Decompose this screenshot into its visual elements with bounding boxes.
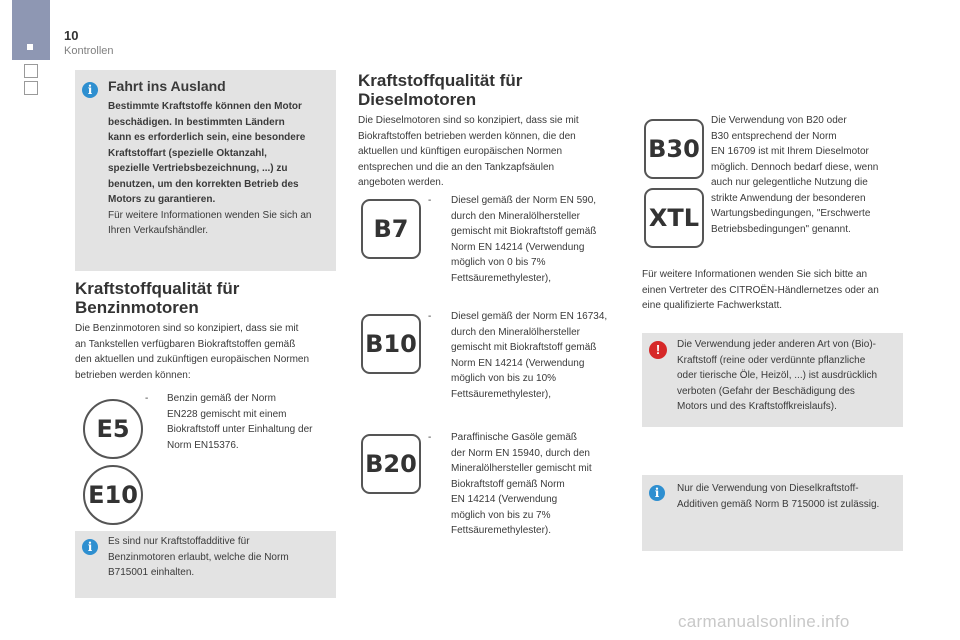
text-line: einen Vertreter des CITROËN-Händlernetzes oder an xyxy=(642,284,879,296)
diesel-note-box xyxy=(642,475,903,551)
text-line: durch den Mineralölhersteller xyxy=(451,210,580,222)
text-line: aktuellen und künftigen europäischen Normen xyxy=(358,146,563,157)
petrol-item-text xyxy=(167,391,337,453)
list-dash: - xyxy=(428,432,432,443)
text-line: an Tankstellen verfügbaren Biokraftstoffen gemäß xyxy=(75,338,296,350)
text-line: Diesel gemäß der Norm EN 16734, xyxy=(451,311,608,322)
text-line: entsprechen und die an den Tankzapfsäulen xyxy=(358,161,555,173)
warning-text xyxy=(677,337,901,415)
list-dash: - xyxy=(428,311,432,322)
text-line: möglich von bis zu 10% xyxy=(451,373,557,384)
text-line: gemischt mit Biokraftstoff gemäß xyxy=(451,226,597,237)
info-icon: i xyxy=(82,82,98,98)
text-line: möglich von 0 bis 7% xyxy=(451,257,546,268)
text-line: Fettsäuremethylester), xyxy=(451,272,552,284)
text-line: der Norm EN 15940, durch den xyxy=(451,447,590,459)
text-line: Biokraftstoffen betrieben werden können, die den xyxy=(358,130,576,142)
petrol-heading xyxy=(75,279,239,317)
badge-label: E10 xyxy=(88,481,138,509)
text-line: Betriebsbedingungen" genannt. xyxy=(711,223,851,235)
text-line: Motors zu garantieren. xyxy=(108,194,216,205)
text-line: Norm EN 14214 (Verwendung xyxy=(451,357,585,369)
nav-square-1[interactable] xyxy=(24,64,38,78)
warning-box xyxy=(642,333,903,427)
text-line: Norm EN15376. xyxy=(167,439,239,451)
special-fuel-text xyxy=(711,113,911,237)
text-line: Benzinmotoren erlaubt, welche die Norm xyxy=(108,551,289,563)
text-line: Kraftstoff (reine oder verdünnte pflanzliche xyxy=(677,354,866,366)
text-line: Für weitere Informationen wenden Sie sich an xyxy=(108,209,312,221)
list-dash: - xyxy=(145,393,149,404)
abroad-title: Fahrt ins Ausland xyxy=(108,78,226,94)
text-line: Fettsäuremethylester). xyxy=(451,525,552,536)
heading-line: Kraftstoffqualität für xyxy=(75,279,240,298)
fuel-badge-e5 xyxy=(83,399,143,459)
heading-line: Kraftstoffqualität für xyxy=(358,71,523,90)
text-line: EN 16709 ist mit Ihrem Dieselmotor xyxy=(711,146,869,157)
text-line: benutzen, um den korrekten Betrieb des xyxy=(108,178,299,190)
text-line: Die Dieselmotoren sind so konzipiert, dass sie mit xyxy=(358,115,579,126)
text-line: gemischt mit Biokraftstoff gemäß xyxy=(451,342,597,353)
fuel-badge-e10 xyxy=(83,465,143,525)
text-line: Die Benzinmotoren sind so konzipiert, dass sie mit xyxy=(75,323,299,334)
badge-label: B20 xyxy=(365,450,417,478)
petrol-intro xyxy=(75,321,337,383)
text-line: verboten (Gefahr der Beschädigung des xyxy=(677,385,855,397)
text-line: Wartungsbedingungen, "Erschwerte xyxy=(711,208,871,219)
text-line: möglich. Dennoch bedarf diese, wenn xyxy=(711,161,879,173)
nav-square-2[interactable] xyxy=(24,81,38,95)
text-line: Fettsäuremethylester), xyxy=(451,388,552,400)
text-line: Paraffinische Gasöle gemäß xyxy=(451,432,577,443)
text-line: Nur die Verwendung von Dieselkraftstoff- xyxy=(677,483,859,494)
diesel-note-text xyxy=(677,481,901,512)
diesel-heading xyxy=(358,71,522,109)
text-line: Ihren Verkaufshändler. xyxy=(108,225,209,236)
text-line: kann es erforderlich sein, eine besondere xyxy=(108,132,306,143)
diesel-item-b7-text xyxy=(451,193,626,286)
diesel-intro xyxy=(358,113,620,191)
text-line: angeboten werden. xyxy=(358,177,444,188)
list-dash: - xyxy=(428,195,432,206)
text-line: B715001 einhalten. xyxy=(108,567,195,578)
fuel-badge-b30 xyxy=(644,119,704,179)
badge-label: B10 xyxy=(365,330,417,358)
text-line: möglich von bis zu 7% xyxy=(451,509,551,521)
badge-label: E5 xyxy=(96,415,130,443)
page-number: 10 xyxy=(64,28,79,43)
text-line: Motors und des Kraftstoffkreislaufs). xyxy=(677,401,837,412)
petrol-note-text xyxy=(108,534,333,581)
text-line: Biokraftstoff unter Einhaltung der xyxy=(167,424,313,435)
text-line: Bestimmte Kraftstoffe können den Motor xyxy=(108,101,302,112)
watermark: carmanualsonline.info xyxy=(678,612,850,631)
corner-tab xyxy=(12,0,50,60)
heading-line: Benzinmotoren xyxy=(75,298,199,317)
abroad-text xyxy=(108,99,334,239)
text-line: Diesel gemäß der Norm EN 590, xyxy=(451,195,597,206)
more-info-text xyxy=(642,267,912,314)
text-line: durch den Mineralölhersteller xyxy=(451,326,580,338)
badge-label: B7 xyxy=(373,215,409,243)
text-line: Additiven gemäß Norm B 715000 ist zulässig. xyxy=(677,498,880,510)
heading-line: Dieselmotoren xyxy=(358,90,477,109)
text-line: beschädigen. In bestimmten Ländern xyxy=(108,116,285,128)
info-icon: i xyxy=(649,485,665,501)
text-line: Die Verwendung jeder anderen Art von (Bio)- xyxy=(677,339,877,350)
text-line: Benzin gemäß der Norm xyxy=(167,393,276,404)
section-label: Kontrollen xyxy=(64,45,114,57)
diesel-item-b20-text xyxy=(451,430,626,539)
corner-marker xyxy=(27,44,33,50)
info-icon: i xyxy=(82,539,98,555)
text-line: oder tierische Öle, Heizöl, ...) ist ausdrücklich xyxy=(677,370,878,381)
text-line: auch nur gelegentliche Nutzung die xyxy=(711,177,868,188)
text-line: EN228 gemischt mit einem xyxy=(167,408,287,420)
text-line: Es sind nur Kraftstoffadditive für xyxy=(108,536,250,547)
fuel-badge-xtl xyxy=(644,188,704,248)
fuel-badge-b20 xyxy=(361,434,421,494)
fuel-badge-b7 xyxy=(361,199,421,259)
fuel-badge-b10 xyxy=(361,314,421,374)
text-line: Mineralölhersteller gemischt mit xyxy=(451,463,592,474)
badge-label: B30 xyxy=(648,135,700,163)
text-line: Norm EN 14214 (Verwendung xyxy=(451,241,585,253)
warning-icon: ! xyxy=(649,341,667,359)
text-line: betrieben werden können: xyxy=(75,369,191,381)
text-line: Die Verwendung von B20 oder xyxy=(711,115,847,126)
text-line: B30 entsprechend der Norm xyxy=(711,130,837,142)
text-line: strikte Anwendung der besonderen xyxy=(711,192,866,204)
text-line: Für weitere Informationen wenden Sie sich bitte an xyxy=(642,269,868,280)
petrol-note-box xyxy=(75,531,336,598)
text-line: Biokraftstoff gemäß Norm xyxy=(451,478,565,490)
text-line: Kraftstoffart (spezielle Oktanzahl, xyxy=(108,147,267,159)
text-line: spezielle Vertriebsbezeichnung, ...) zu xyxy=(108,163,288,174)
text-line: EN 14214 (Verwendung xyxy=(451,494,558,505)
badge-label: XTL xyxy=(648,204,700,232)
abroad-info-box xyxy=(75,70,336,271)
text-line: den aktuellen und zukünftigen europäischen Normen xyxy=(75,354,310,365)
diesel-item-b10-text xyxy=(451,309,626,402)
text-line: eine qualifizierte Fachwerkstatt. xyxy=(642,300,783,311)
